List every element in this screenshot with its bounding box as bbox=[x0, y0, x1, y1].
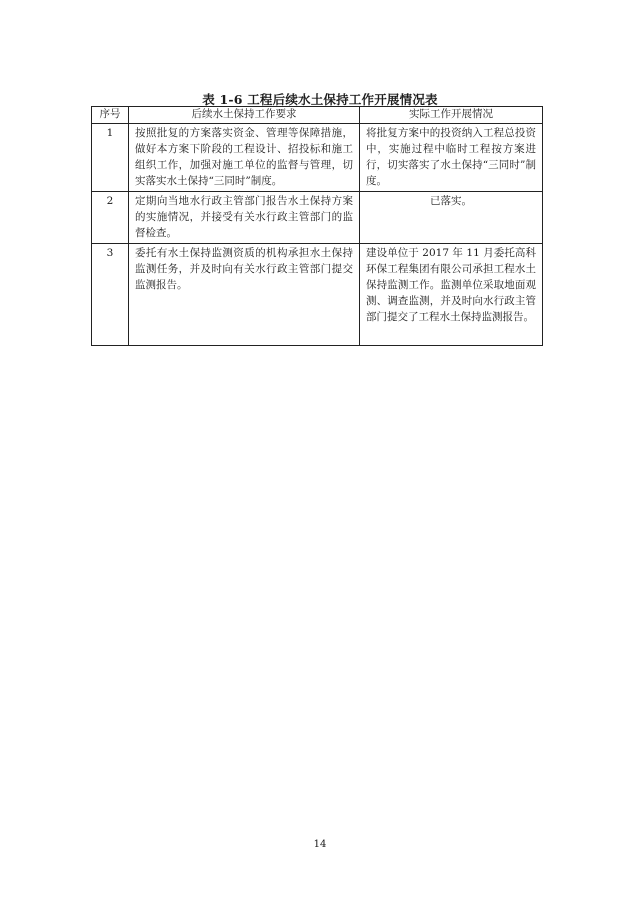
header-requirement: 后续水土保持工作要求 bbox=[129, 107, 360, 124]
header-status: 实际工作开展情况 bbox=[360, 107, 543, 124]
work-status-table bbox=[91, 106, 543, 346]
table-row bbox=[92, 244, 543, 346]
row-status: 建设单位于 2017 年 11 月委托高科环保工程集团有限公司承担工程水土保持监测工作。监测单位采取地面观测、调查监测，并及时向水行政主管部门提交了工程水土保持监测报告。 bbox=[360, 244, 543, 346]
table-header-row bbox=[92, 107, 543, 124]
header-no: 序号 bbox=[92, 107, 129, 124]
page-number: 14 bbox=[313, 839, 327, 850]
row-status: 将批复方案中的投资纳入工程总投资中，实施过程中临时工程按方案进行，切实落实了水土保持“三同时”制度。 bbox=[360, 124, 543, 192]
row-no: 3 bbox=[92, 244, 129, 346]
table-row bbox=[92, 192, 543, 244]
row-requirement: 定期向当地水行政主管部门报告水土保持方案的实施情况，并接受有关水行政主管部门的监督检查。 bbox=[129, 192, 360, 244]
row-no: 1 bbox=[92, 124, 129, 192]
row-requirement: 委托有水土保持监测资质的机构承担水土保持监测任务，并及时向有关水行政主管部门提交监测报告。 bbox=[129, 244, 360, 346]
row-no: 2 bbox=[92, 192, 129, 244]
table-title: 表 1-6 工程后续水土保持工作开展情况表 bbox=[202, 92, 438, 107]
row-requirement: 按照批复的方案落实资金、管理等保障措施，做好本方案下阶段的工程设计、招投标和施工组织工作，加强对施工单位的监督与管理，切实落实水土保持“三同时”制度。 bbox=[129, 124, 360, 192]
table-row bbox=[92, 124, 543, 192]
row-status: 已落实。 bbox=[360, 192, 543, 244]
